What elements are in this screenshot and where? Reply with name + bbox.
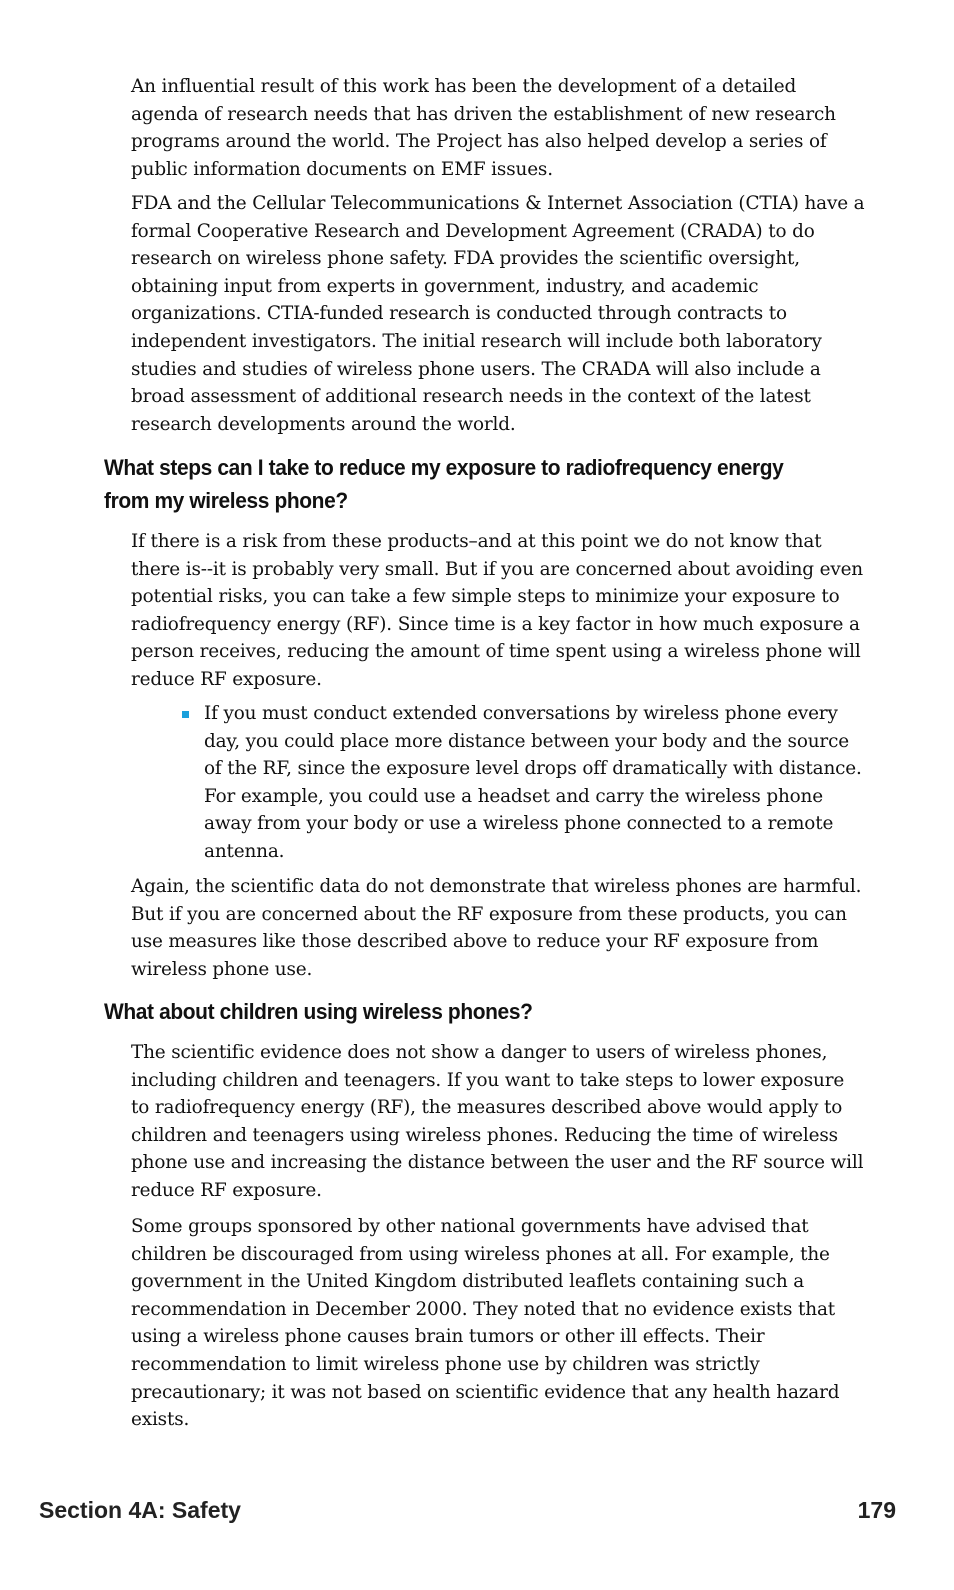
- footer-page-number: 179: [857, 1497, 896, 1523]
- paragraph-scientific-evidence: The scientific evidence does not show a danger to users of wireless phones, including children and teenagers. If you want to take steps to lower exposure to radiofrequency energy (RF), the measures described above would apply to children and teenagers using wireless phones. Reducing the time of wireless phone use and increasing the distance between the user and the RF source will reduce RF exposure.: [131, 1042, 864, 1201]
- bullet-item-distance: If you must conduct extended conversations by wireless phone every day, you could place more distance between your body and the source of the RF, since the exposure level drops off dramatically with distance. For example, you could use a headset and carry the wireless phone away from your body or use a wireless phone connected to a remote antenna.: [204, 703, 862, 862]
- paragraph-risk: If there is a risk from these products–and at this point we do not know that there is--it is probably very small. But if you are concerned about avoiding even potential risks, you can take a few simple steps to minimize your exposure to radiofrequency energy (RF). Since time is a key factor in how much exposure a person receives, reducing the amount of time spent using a wireless phone will reduce RF exposure.: [131, 531, 863, 690]
- footer-section-title: Section 4A: Safety: [39, 1497, 241, 1523]
- paragraph-crada: FDA and the Cellular Telecommunications & Internet Association (CTIA) have a formal Cooperative Research and Development Agreement (CRADA) to do research on wireless phone safety. FDA provides the scientific oversight, obtaining input from experts in government, industry, and academic organizations. CTIA-funded research is conducted through contracts to independent investigators. The initial research will include both laboratory studies and studies of wireless phone users. The CRADA will also include a broad assessment of additional research needs in the context of the latest research developments around the world.: [131, 193, 865, 435]
- bullet-square-icon: [182, 711, 189, 718]
- heading-reduce-exposure: What steps can I take to reduce my exposure to radiofrequency energy from my wireless phone?: [104, 455, 784, 513]
- paragraph-emf-project: An influential result of this work has been the development of a detailed agenda of research needs that has driven the establishment of new research programs around the world. The Project has also helped develop a series of public information documents on EMF issues.: [131, 76, 836, 180]
- heading-children: What about children using wireless phones?: [104, 999, 533, 1024]
- paragraph-again: Again, the scientific data do not demonstrate that wireless phones are harmful. But if you are concerned about the RF exposure from these products, you can use measures like those described above to reduce your RF exposure from wireless phone use.: [131, 876, 862, 980]
- paragraph-other-governments: Some groups sponsored by other national governments have advised that children be discouraged from using wireless phones at all. For example, the government in the United Kingdom distributed leaflets containing such a recommendation in December 2000. They noted that no evidence exists that using a wireless phone causes brain tumors or other ill effects. Their recommendation to limit wireless phone use by children was strictly precautionary; it was not based on scientific evidence that any health hazard exists.: [131, 1216, 840, 1431]
